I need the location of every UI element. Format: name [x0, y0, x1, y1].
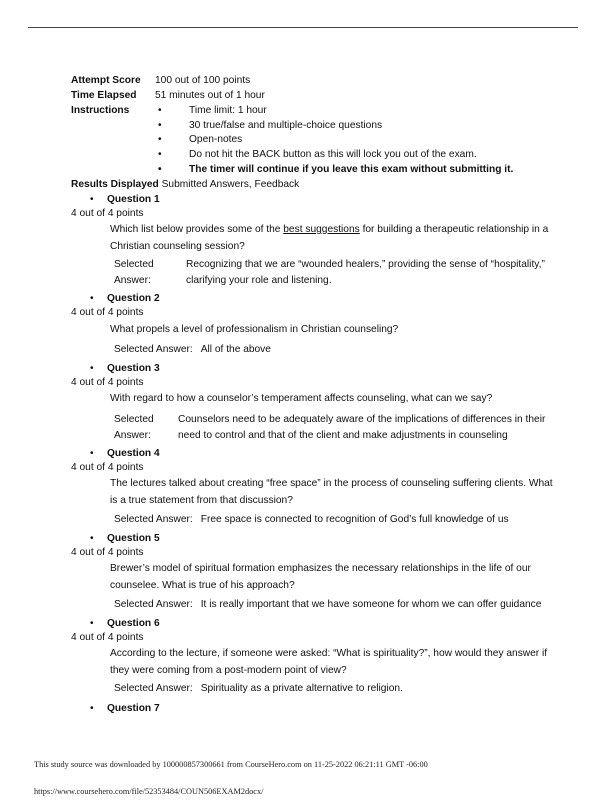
instructions-list [155, 104, 513, 177]
bullet-icon: • [90, 533, 94, 544]
instruction-item: • Do not hit the BACK button as this will lock you out of the exam. [155, 148, 513, 163]
question-4-text: The lectures talked about creating “free space” in the process of counseling suffering clients. What is a true statement from that discussion? [110, 478, 553, 506]
selected-answer-label: Selected Answer: [114, 599, 193, 610]
question-7-title: • Question 7 [90, 703, 160, 714]
instruction-item-warning: • The timer will continue if you leave this exam without submitting it. [155, 163, 513, 178]
selected-answer-label: Selected Answer: [114, 683, 193, 694]
question-6-answer [114, 682, 403, 696]
question-2-answer [114, 343, 271, 357]
question-4-title: • Question 4 [90, 448, 160, 459]
question-2-title: • Question 2 [90, 293, 160, 304]
bullet-icon: • [158, 119, 162, 131]
source-url[interactable]: https://www.coursehero.com/file/52353484/COUN506EXAM2docx/ [34, 787, 264, 796]
bullet-icon: • [158, 134, 162, 146]
instruction-item: • 30 true/false and multiple-choice questions [155, 119, 513, 134]
top-rule [28, 27, 578, 28]
selected-answer-text: It is really important that we have someone for whom we can offer guidance [200, 599, 542, 610]
results-label: Results Displayed [71, 179, 159, 190]
selected-answer-label: Selected Answer: [114, 514, 193, 525]
question-3-points: 4 out of 4 points [71, 377, 144, 388]
question-6-text: According to the lecture, if someone were asked: “What is spirituality?”, how would they answer if they were coming from a post-modern point of view? [110, 648, 548, 676]
question-3-answer [114, 412, 564, 446]
bullet-icon: • [158, 105, 162, 116]
question-6-title: • Question 6 [90, 618, 160, 629]
selected-answer-text: All of the above [200, 344, 271, 355]
question-5-text: Brewer’s model of spiritual formation emphasizes the necessary relationships in the life of our counselee. What is true of his approach? [110, 563, 531, 591]
question-2-text: What propels a level of professionalism in Christian counseling? [110, 324, 399, 335]
question-5-answer [114, 598, 541, 612]
selected-answer-text: Counselors need to be adequately aware of the implications of differences in their need to control and that of the client and make adjustments in counseling [178, 414, 546, 441]
bullet-icon: • [158, 163, 162, 175]
instruction-item: • Open-notes [155, 133, 513, 148]
instruction-item: • Time limit: 1 hour [155, 104, 513, 119]
selected-answer-text: Recognizing that we are “wounded healers,” providing the sense of “hospitality,” clarifying your role and listening. [186, 259, 545, 286]
selected-answer-text: Spirituality as a private alternative to religion. [200, 683, 403, 694]
selected-answer-label: Selected Answer: [114, 344, 193, 355]
bullet-icon: • [90, 448, 94, 459]
bullet-icon: • [90, 703, 94, 714]
question-5-title: • Question 5 [90, 533, 160, 544]
download-notice: This study source was downloaded by 100000857300661 from CourseHero.com on 11-25-2022 06:21:11 GMT -06:00 [34, 760, 428, 769]
question-4-points: 4 out of 4 points [71, 462, 144, 473]
bullet-icon: • [90, 194, 94, 205]
results-value: Submitted Answers, Feedback [161, 179, 300, 190]
bullet-icon: • [90, 293, 94, 304]
time-elapsed-label: Time Elapsed [71, 90, 137, 101]
instructions-label: Instructions [71, 105, 130, 116]
question-6-points: 4 out of 4 points [71, 632, 144, 643]
underlined-phrase: best suggestions [283, 224, 360, 235]
attempt-score-value: 100 out of 100 points [155, 75, 251, 86]
selected-answer-label: Selected Answer: [114, 414, 154, 441]
bullet-icon: • [90, 363, 94, 374]
question-1-title: • Question 1 [90, 194, 160, 205]
attempt-score-label: Attempt Score [71, 75, 141, 86]
time-elapsed-value: 51 minutes out of 1 hour [155, 90, 265, 101]
question-1-points: 4 out of 4 points [71, 208, 144, 219]
question-3-text: With regard to how a counselor’s temperament affects counseling, what can we say? [110, 393, 493, 404]
results-displayed [71, 178, 299, 192]
question-1-text: Which list below provides some of the best suggestions for building a therapeutic relationship in a Christian counseling session? [110, 224, 549, 252]
selected-answer-label: Selected Answer: [114, 259, 154, 286]
question-3-title: • Question 3 [90, 363, 160, 374]
bullet-icon: • [90, 618, 94, 629]
question-1-answer [114, 257, 564, 291]
question-4-answer [114, 513, 509, 527]
bullet-icon: • [158, 149, 162, 161]
question-2-points: 4 out of 4 points [71, 307, 144, 318]
question-5-points: 4 out of 4 points [71, 547, 144, 558]
selected-answer-text: Free space is connected to recognition of God’s full knowledge of us [200, 514, 509, 525]
